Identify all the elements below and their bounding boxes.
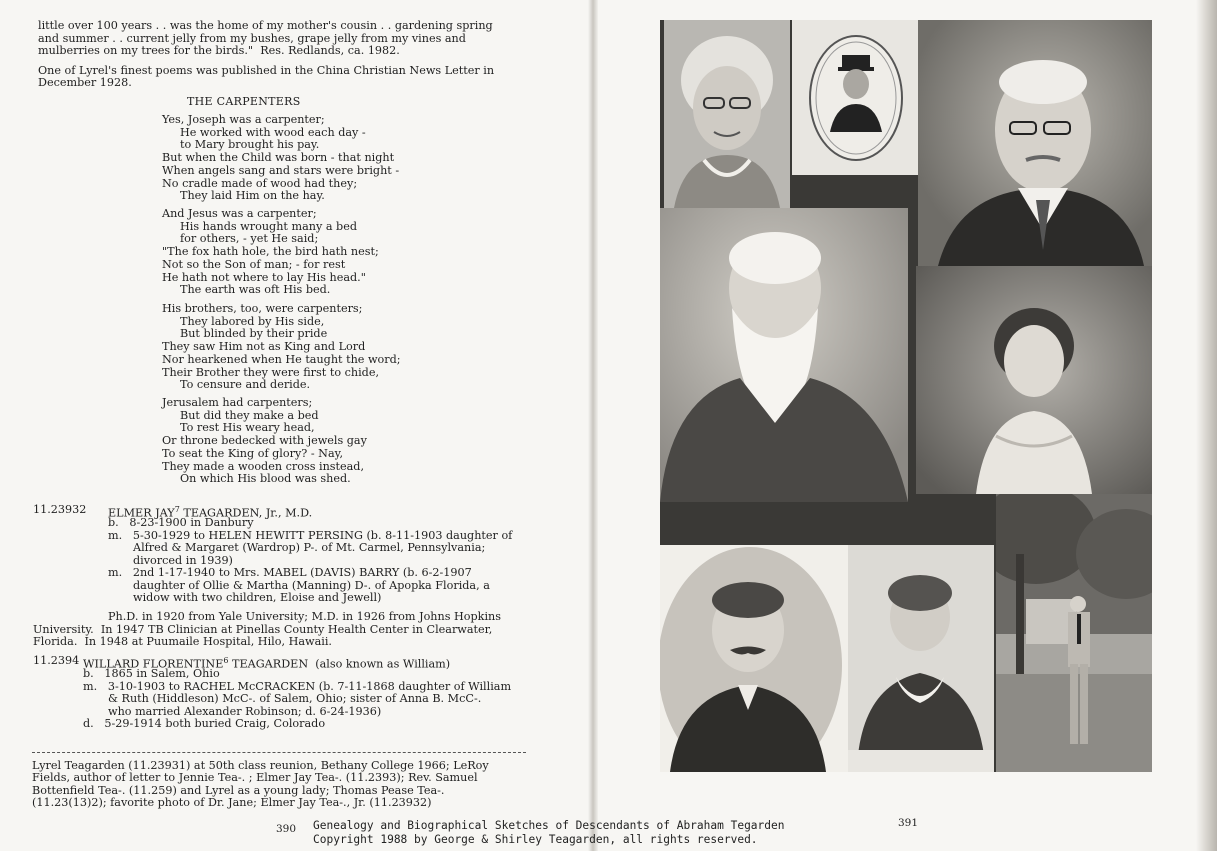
entry-marriage-line: & Ruth (Hiddleson) McC-. of Salem, Ohio; sister of Anna B. McC-.: [108, 692, 482, 705]
page-edge: [1196, 0, 1217, 851]
caption-line: Fields, author of letter to Jennie Tea-. ; Elmer Jay Tea-. (11.2393); Rev. Samuel: [32, 771, 478, 784]
caption-line: (11.23(13)2); favorite photo of Dr. Jane; Elmer Jay Tea-., Jr. (11.23932): [32, 796, 432, 809]
poem-line: Their Brother they were first to chide,: [162, 365, 379, 379]
entry-name-rest: TEAGARDEN (also known as William): [228, 657, 451, 671]
poem-line: But when the Child was born - that night: [162, 151, 395, 165]
entry-marriage-line: m. 3-10-1903 to RACHEL McCRACKEN (b. 7-11-1868 daughter of William: [83, 680, 512, 693]
poem-intro-line: One of Lyrel's finest poems was published in the China Christian News Letter in: [38, 64, 495, 77]
page-number-left: 390: [276, 823, 297, 835]
generation-number: 7: [174, 505, 180, 514]
entry-marriage-line: Alfred & Margaret (Wardrop) P-. of Mt. Carmel, Pennsylvania;: [133, 541, 486, 554]
poem-line: But did they make a bed: [180, 408, 319, 422]
entry-marriage-line: who married Alexander Robinson; d. 6-24-1936): [108, 705, 382, 718]
poem-line: His brothers, too, were carpenters;: [162, 302, 363, 315]
poem-line: They made a wooden cross instead,: [162, 459, 365, 473]
elderly-woman-glasses-photo: [664, 20, 790, 208]
entry-death: d. 5-29-1914 both buried Craig, Colorado: [83, 717, 326, 730]
entry-birth: b. 8-23-1900 in Danbury: [108, 516, 254, 529]
poem-line: Yes, Joseph was a carpenter;: [162, 113, 325, 126]
poem-line: Or throne bedecked with jewels gay: [162, 434, 367, 448]
poem-line: They labored by His side,: [180, 314, 325, 328]
footer-copyright: Copyright 1988 by George & Shirley Teagarden, all rights reserved.: [313, 833, 758, 846]
entry-marriage-line: daughter of Ollie & Martha (Manning) D-. of Apopka Florida, a: [133, 579, 490, 592]
poem-line: On which His blood was shed.: [180, 472, 351, 486]
poem-intro-line: December 1928.: [38, 76, 132, 89]
poem-line: He worked with wood each day -: [180, 125, 366, 139]
book-gutter: [588, 0, 598, 851]
poem-line: When angels sang and stars were bright -: [162, 163, 400, 177]
poem-line: Jerusalem had carpenters;: [162, 396, 313, 409]
entry-name-rest: TEAGARDEN, Jr., M.D.: [179, 506, 313, 520]
poem-line: Not so the Son of man; - for rest: [162, 257, 346, 271]
poem-line: And Jesus was a carpenter;: [162, 207, 317, 220]
young-woman-photo: [916, 266, 1152, 494]
poem-stanza-4: [162, 397, 367, 486]
poem-line: for others, - yet He said;: [180, 232, 319, 246]
entry-bio-line: Florida. In 1948 at Puumaile Hospital, Hilo, Hawaii.: [33, 635, 332, 648]
man-standing-outdoors-photo: [996, 494, 1152, 772]
intro-line: and summer . . current jelly from my bushes, grape jelly from my vines and: [38, 32, 466, 45]
poem-line: They laid Him on the hay.: [180, 189, 325, 203]
entry-name-text: ELMER JAY: [108, 506, 175, 520]
poem-line: No cradle made of wood had they;: [162, 176, 358, 190]
entry-birth: b. 1865 in Salem, Ohio: [83, 667, 220, 680]
caption-line: Lyrel Teagarden (11.23931) at 50th class reunion, Bethany College 1966; LeRoy: [32, 759, 489, 772]
poem-line: The earth was oft His bed.: [180, 283, 331, 297]
poem-stanza-1: [162, 114, 399, 203]
poem-line: to Mary brought his pay.: [180, 138, 320, 152]
entry-bio-line: Ph.D. in 1920 from Yale University; M.D. in 1926 from Johns Hopkins: [108, 610, 501, 623]
entry-id: 11.23932: [33, 503, 87, 516]
mustached-man-photo: [660, 545, 848, 772]
entry-bio-line: University. In 1947 TB Clinician at Pinellas County Health Center in Clearwater,: [33, 623, 493, 636]
poem-line: They saw Him not as King and Lord: [162, 340, 366, 354]
poem-line: His hands wrought many a bed: [180, 219, 357, 233]
poem-line: To censure and deride.: [180, 378, 311, 392]
poem-line: To seat the King of glory? - Nay,: [162, 446, 344, 460]
entry-id: 11.2394: [33, 654, 80, 667]
caption-line: Bottenfield Tea-. (11.259) and Lyrel as a young lady; Thomas Pease Tea-.: [32, 784, 445, 797]
entry-name-text: WILLARD FLORENTINE: [83, 657, 224, 671]
poem-line: To rest His weary head,: [180, 421, 315, 435]
entry-marriage-line: m. 5-30-1929 to HELEN HEWITT PERSING (b. 8-11-1903 daughter of: [108, 529, 513, 542]
poem-line: Nor hearkened when He taught the word;: [162, 352, 401, 366]
poem-title: THE CARPENTERS: [187, 95, 301, 108]
civil-war-soldier-oval-photo: [792, 20, 920, 175]
older-man-glasses-photo: [918, 20, 1152, 266]
woman-lace-collar-photo: [848, 545, 994, 772]
entry-marriage-line: widow with two children, Eloise and Jewell): [133, 591, 382, 604]
caption-divider: [32, 752, 526, 753]
intro-line: little over 100 years . . was the home of my mother's cousin . . gardening spring: [38, 19, 493, 32]
poem-stanza-2: [162, 208, 379, 297]
entry-marriage-line: divorced in 1939): [133, 554, 233, 567]
poem-stanza-3: [162, 303, 401, 392]
poem-line: But blinded by their pride: [180, 327, 328, 341]
generation-number: 6: [223, 656, 229, 665]
entry-marriage-line: m. 2nd 1-17-1940 to Mrs. MABEL (DAVIS) BARRY (b. 6-2-1907: [108, 566, 472, 579]
footer-title: Genealogy and Biographical Sketches of Descendants of Abraham Tegarden: [313, 819, 785, 832]
poem-line: He hath not where to lay His head.": [162, 270, 366, 284]
page-number-right: 391: [898, 817, 919, 829]
intro-line: mulberries on my trees for the birds." Res. Redlands, ca. 1982.: [38, 44, 400, 57]
poem-line: "The fox hath hole, the bird hath nest;: [162, 245, 379, 259]
bearded-elder-photo: [660, 208, 908, 502]
